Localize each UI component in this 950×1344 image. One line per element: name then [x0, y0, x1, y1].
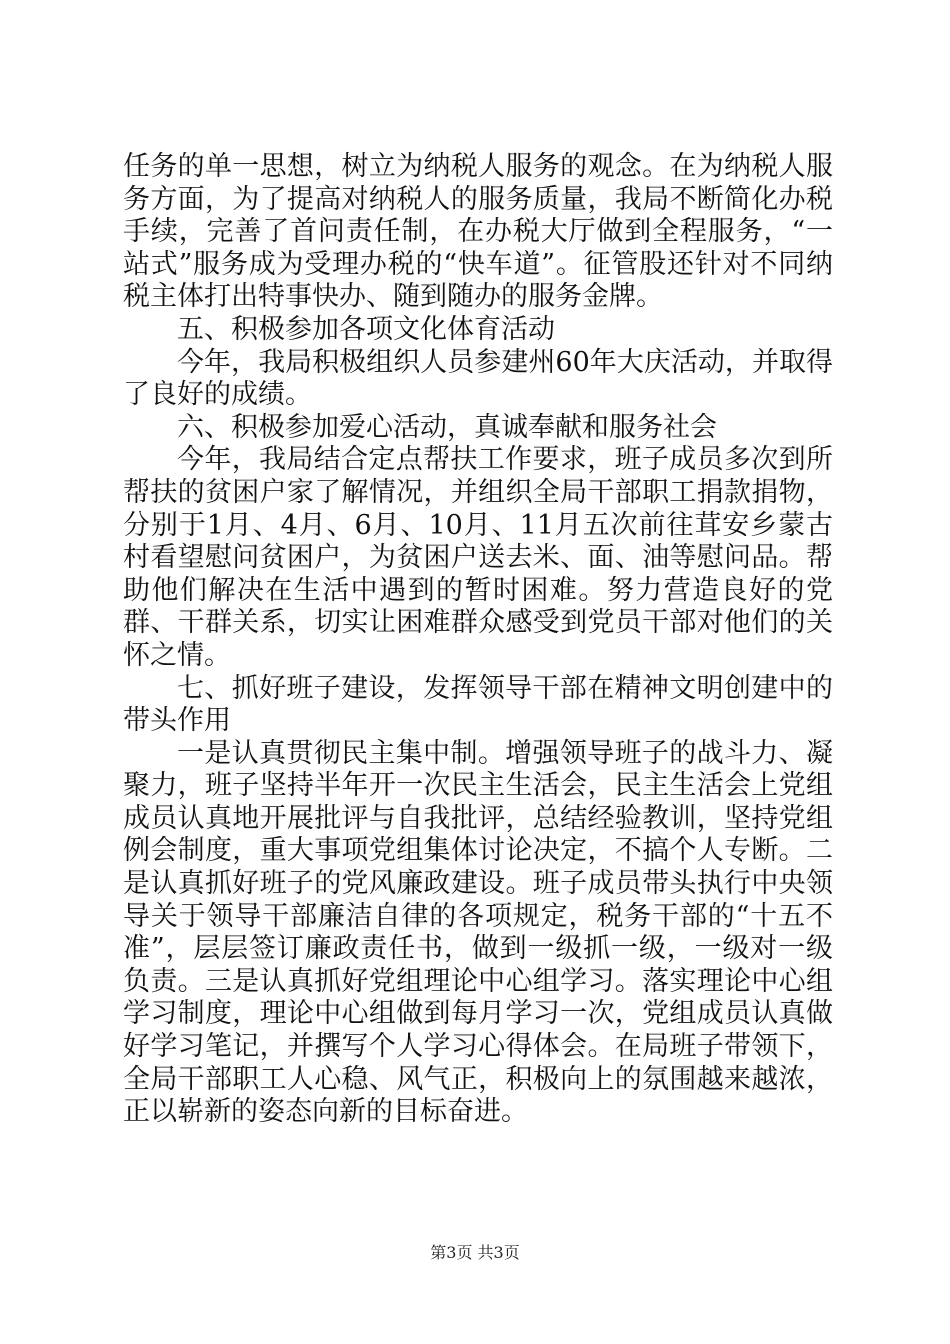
page-number-label: 第3页 共3页: [430, 1243, 520, 1262]
page-footer: [0, 1240, 950, 1263]
document-body: [123, 151, 833, 1129]
section-heading-5: 五、积极参加各项文化体育活动: [177, 313, 555, 345]
paragraph-2: 今年，我局积极组织人员参建州60年大庆活动，并取得了良好的成绩。: [123, 346, 833, 411]
paragraph-4: 一是认真贯彻民主集中制。增强领导班子的战斗力、凝聚力，班子坚持半年开一次民主生活会，民主生活会上党组成员认真地开展批评与自我批评，总结经验教训，坚持党组例会制度，重大事项党组集体讨论决定，不搞个人专断。二是认真抓好班子的党风廉政建设。班子成员带头执行中央领导关于领导干部廉洁自律的各项规定，税务干部的“十五不准”，层层签订廉政责任书，做到一级抓一级，一级对一级负责。三是认真抓好党组理论中心组学习。落实理论中心组学习制度，理论中心组做到每月学习一次，党组成员认真做好学习笔记，并撰写个人学习心得体会。在局班子带领下，全局干部职工人心稳、风气正，积极向上的氛围越来越浓，正以崭新的姿态向新的目标奋进。: [123, 737, 833, 1128]
section-heading-7: 七、抓好班子建设，发挥领导干部在精神文明创建中的带头作用: [123, 672, 833, 737]
paragraph-3: 今年，我局结合定点帮扶工作要求，班子成员多次到所帮扶的贫困户家了解情况，并组织全局干部职工捐款捐物，分别于1月、4月、6月、10月、11月五次前往茸安乡蒙古村看望慰问贫困户，为贫困户送去米、面、油等慰问品。帮助他们解决在生活中遇到的暂时困难。努力营造良好的党群、干群关系，切实让困难群众感受到党员干部对他们的关怀之情。: [123, 444, 833, 671]
section-heading-6: 六、积极参加爱心活动，真诚奉献和服务社会: [177, 411, 717, 443]
paragraph-1: 任务的单一思想，树立为纳税人服务的观念。在为纳税人服务方面，为了提高对纳税人的服务质量，我局不断简化办税手续，完善了首问责任制，在办税大厅做到全程服务，“一站式”服务成为受理办税的“快车道”。征管股还针对不同纳税主体打出特事快办、随到随办的服务金牌。: [123, 151, 833, 313]
